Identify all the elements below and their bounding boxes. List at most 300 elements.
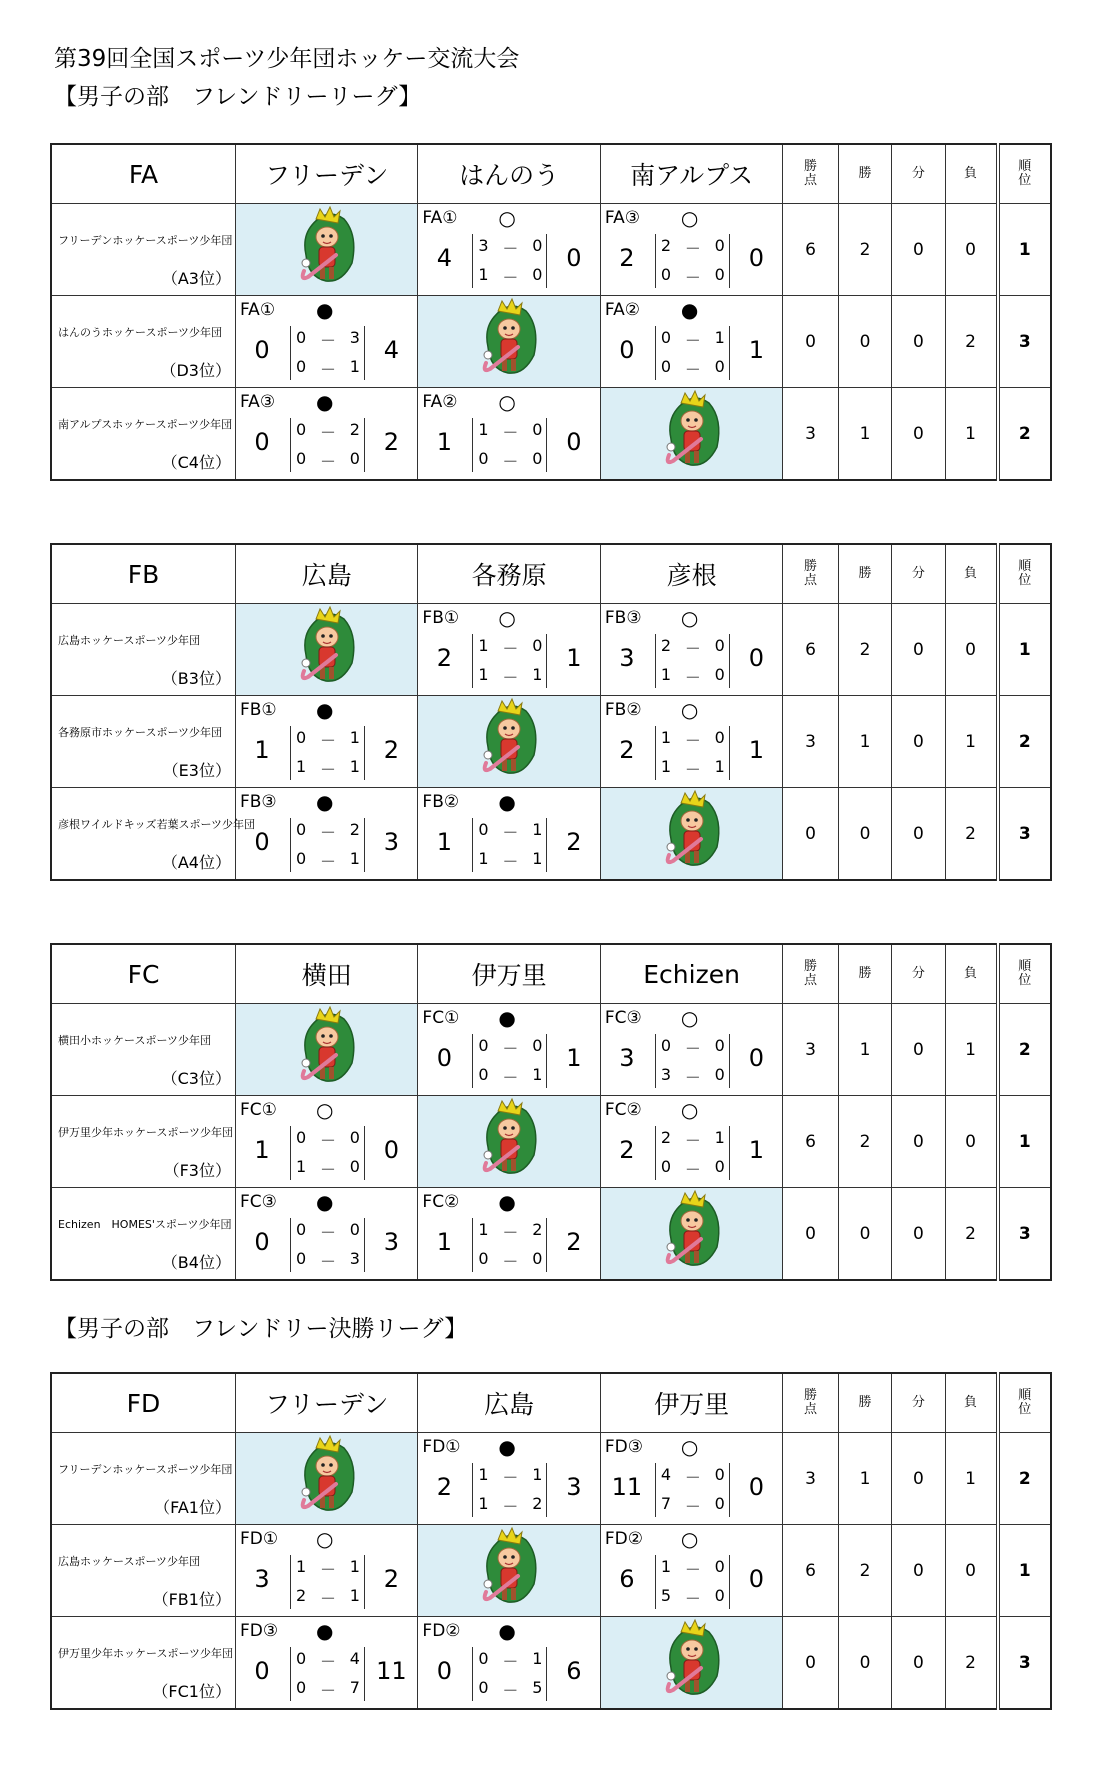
match-result-mark: ○ (680, 1435, 699, 1459)
match-number: FD② (422, 1621, 461, 1641)
team-label (51, 1096, 235, 1188)
match-number: FD① (239, 1529, 279, 1549)
match-result-mark: ○ (680, 206, 699, 230)
stat-draws: 0 (892, 1617, 945, 1710)
match-result-mark: ○ (498, 206, 516, 230)
stat-points: 3 (783, 1433, 838, 1525)
score-own: 3 (619, 1044, 635, 1072)
stat-rank: 2 (998, 1004, 1051, 1096)
team-header: 広島 (235, 544, 417, 604)
score-own: 1 (436, 1228, 453, 1256)
team-full-name: 各務原市ホッケースポーツ少年団 (58, 726, 223, 739)
match-result-mark: ● (680, 298, 699, 322)
self-match-cell (235, 1433, 417, 1525)
team-placement: （C3位） (161, 1069, 231, 1088)
stat-header: 負 (945, 944, 997, 1004)
mascot-icon (657, 1189, 727, 1275)
score-opponent: 0 (748, 1565, 764, 1593)
score-own: 0 (254, 1657, 270, 1685)
score-opponent: 0 (383, 1136, 400, 1164)
match-cell (600, 1096, 782, 1188)
team-label (51, 1188, 235, 1281)
team-header: Echizen (600, 944, 782, 1004)
stat-points: 0 (783, 296, 838, 388)
score-opponent: 0 (748, 244, 764, 272)
stat-header: 順位 (998, 544, 1051, 604)
match-cell (418, 1433, 600, 1525)
page-title: 第39回全国スポーツ少年団ホッケー交流大会 (54, 46, 520, 72)
match-number: FC② (422, 1192, 460, 1212)
match-cell (600, 204, 782, 296)
header-row (51, 544, 1051, 604)
match-cell (418, 204, 600, 296)
second-half-score: 0 － 1 (295, 357, 360, 379)
score-opponent: 0 (566, 428, 582, 456)
mascot-icon (657, 1618, 727, 1704)
first-half-score: 0 － 1 (478, 820, 543, 842)
match-cell (418, 788, 600, 881)
group-name: FD (51, 1373, 235, 1433)
mascot-icon (657, 789, 727, 875)
match-cell (235, 388, 417, 481)
score-opponent: 1 (566, 1044, 582, 1072)
team-placement: （B4位） (161, 1253, 231, 1272)
match-number: FA③ (604, 208, 640, 228)
second-half-score: 0 － 0 (478, 449, 543, 471)
team-full-name: 南アルプスホッケースポーツ少年団 (58, 418, 233, 431)
team-label (51, 1617, 235, 1710)
second-half-score: 5 － 0 (660, 1586, 725, 1608)
stat-header: 勝点 (783, 1373, 838, 1433)
team-full-name: Echizen HOMES'スポーツ少年団 (58, 1218, 232, 1231)
score-opponent: 4 (383, 336, 400, 364)
stat-header: 分 (892, 144, 945, 204)
stat-wins: 1 (838, 1433, 891, 1525)
group-name: FB (51, 544, 235, 604)
team-header: 各務原 (418, 544, 600, 604)
mascot-icon (474, 297, 544, 383)
second-half-score: 1 － 0 (478, 265, 543, 287)
mascot-icon (474, 697, 544, 783)
stat-draws: 0 (892, 1188, 945, 1281)
league-table-fc (50, 943, 1052, 1281)
team-label (51, 604, 235, 696)
first-half-score: 1 － 1 (295, 1557, 360, 1579)
stat-points: 6 (783, 604, 838, 696)
mascot-icon (474, 1097, 544, 1183)
stat-rank: 2 (998, 388, 1051, 481)
team-header: はんのう (418, 144, 600, 204)
score-opponent: 0 (566, 244, 582, 272)
match-result-mark: ○ (498, 390, 516, 414)
stat-points: 0 (783, 1617, 838, 1710)
stat-header: 順位 (998, 1373, 1051, 1433)
second-half-score: 1 － 1 (295, 757, 360, 779)
match-cell (418, 1004, 600, 1096)
stat-draws: 0 (892, 296, 945, 388)
score-opponent: 11 (376, 1657, 407, 1685)
self-match-cell (235, 1004, 417, 1096)
second-half-score: 1 － 1 (660, 757, 725, 779)
score-opponent: 6 (566, 1657, 582, 1685)
team-label (51, 1433, 235, 1525)
team-placement: （E3位） (162, 761, 231, 780)
score-own: 2 (436, 1473, 453, 1501)
table-row (51, 204, 1051, 296)
stat-losses: 0 (945, 604, 997, 696)
second-half-score: 0 － 3 (295, 1249, 360, 1271)
score-opponent: 2 (383, 736, 400, 764)
stat-losses: 0 (945, 204, 997, 296)
match-result-mark: ○ (315, 1527, 334, 1551)
match-number: FA① (239, 300, 276, 320)
stat-points: 3 (783, 388, 838, 481)
stat-losses: 1 (945, 1004, 997, 1096)
stat-wins: 0 (838, 1617, 891, 1710)
score-own: 1 (254, 736, 270, 764)
header-row (51, 144, 1051, 204)
first-half-score: 1 － 0 (478, 636, 543, 658)
score-own: 0 (254, 336, 270, 364)
team-label (51, 204, 235, 296)
match-number: FC③ (604, 1008, 642, 1028)
first-half-score: 0 － 0 (295, 1220, 360, 1242)
stat-draws: 0 (892, 1096, 945, 1188)
self-match-cell (418, 1525, 600, 1617)
mascot-icon (292, 605, 362, 691)
match-result-mark: ● (315, 1619, 334, 1643)
team-full-name: 伊万里少年ホッケースポーツ少年団 (58, 1126, 234, 1139)
stat-points: 0 (783, 1188, 838, 1281)
first-half-score: 1 － 2 (478, 1220, 543, 1242)
match-cell (600, 604, 782, 696)
stat-draws: 0 (892, 788, 945, 881)
stat-wins: 1 (838, 1004, 891, 1096)
stat-wins: 1 (838, 696, 891, 788)
table-row (51, 788, 1051, 881)
team-label (51, 1004, 235, 1096)
stat-wins: 0 (838, 788, 891, 881)
stat-wins: 2 (838, 1525, 891, 1617)
match-cell (600, 1525, 782, 1617)
first-half-score: 1 － 0 (478, 420, 543, 442)
stat-draws: 0 (892, 388, 945, 481)
second-half-score: 1 － 1 (478, 849, 543, 871)
stat-rank: 1 (998, 204, 1051, 296)
match-cell (235, 1188, 417, 1281)
match-cell (418, 604, 600, 696)
score-own: 3 (254, 1565, 270, 1593)
score-opponent: 0 (748, 1044, 764, 1072)
score-own: 0 (436, 1044, 453, 1072)
score-own: 1 (254, 1136, 270, 1164)
team-label (51, 1525, 235, 1617)
team-placement: （B3位） (161, 669, 231, 688)
stat-draws: 0 (892, 604, 945, 696)
match-cell (235, 788, 417, 881)
team-placement: （C4位） (161, 453, 231, 472)
first-half-score: 0 － 0 (295, 1128, 360, 1150)
stat-header: 勝 (838, 944, 891, 1004)
second-half-score: 1 － 0 (660, 665, 725, 687)
score-opponent: 2 (566, 1228, 582, 1256)
score-own: 3 (619, 644, 635, 672)
group-name: FC (51, 944, 235, 1004)
league-table-fa (50, 143, 1052, 481)
stat-losses: 2 (945, 296, 997, 388)
match-result-mark: ○ (680, 606, 699, 630)
score-own: 0 (254, 428, 270, 456)
stat-losses: 1 (945, 696, 997, 788)
team-full-name: はんのうホッケースポーツ少年団 (58, 326, 223, 339)
stat-rank: 3 (998, 1188, 1051, 1281)
score-own: 6 (619, 1565, 635, 1593)
stat-points: 6 (783, 1525, 838, 1617)
match-number: FC① (239, 1100, 277, 1120)
table-row (51, 296, 1051, 388)
table-row (51, 1188, 1051, 1281)
stat-header: 負 (945, 144, 997, 204)
match-number: FA② (422, 392, 458, 412)
table-row (51, 1004, 1051, 1096)
match-result-mark: ● (498, 1619, 516, 1643)
match-result-mark: ● (315, 298, 334, 322)
score-opponent: 2 (383, 428, 400, 456)
score-opponent: 1 (748, 1136, 764, 1164)
table-row (51, 1617, 1051, 1710)
stat-header: 分 (892, 1373, 945, 1433)
stat-rank: 3 (998, 788, 1051, 881)
group-name: FA (51, 144, 235, 204)
stat-rank: 3 (998, 296, 1051, 388)
match-number: FD① (422, 1437, 461, 1457)
first-half-score: 0 － 1 (660, 328, 725, 350)
self-match-cell (418, 696, 600, 788)
match-number: FD③ (239, 1621, 279, 1641)
self-match-cell (418, 296, 600, 388)
match-number: FD③ (604, 1437, 643, 1457)
stat-losses: 2 (945, 788, 997, 881)
league-table-fb (50, 543, 1052, 881)
section-heading-league: 【男子の部 フレンドリーリーグ】 (54, 84, 422, 110)
stat-losses: 1 (945, 388, 997, 481)
stat-wins: 0 (838, 296, 891, 388)
league-table-fd (50, 1372, 1052, 1710)
self-match-cell (600, 788, 782, 881)
first-half-score: 2 － 0 (660, 636, 725, 658)
match-number: FA① (422, 208, 458, 228)
team-full-name: 彦根ワイルドキッズ若葉スポーツ少年団 (58, 818, 256, 831)
score-own: 2 (436, 644, 453, 672)
table-row (51, 1525, 1051, 1617)
first-half-score: 0 － 4 (295, 1649, 360, 1671)
match-result-mark: ○ (680, 1098, 699, 1122)
match-cell (600, 296, 782, 388)
first-half-score: 0 － 2 (295, 420, 360, 442)
team-header: 伊万里 (418, 944, 600, 1004)
mascot-icon (292, 1005, 362, 1091)
header-row (51, 1373, 1051, 1433)
stat-losses: 0 (945, 1096, 997, 1188)
team-full-name: 広島ホッケースポーツ少年団 (58, 1555, 201, 1568)
stat-wins: 2 (838, 604, 891, 696)
team-placement: （A4位） (161, 853, 231, 872)
mascot-icon (657, 389, 727, 475)
team-full-name: 広島ホッケースポーツ少年団 (58, 634, 201, 647)
match-result-mark: ○ (680, 1527, 699, 1551)
match-result-mark: ● (315, 1190, 334, 1214)
stat-rank: 3 (998, 1617, 1051, 1710)
score-own: 1 (436, 428, 453, 456)
stat-draws: 0 (892, 1004, 945, 1096)
self-match-cell (600, 1617, 782, 1710)
score-opponent: 3 (566, 1473, 582, 1501)
table-row (51, 1096, 1051, 1188)
match-number: FA② (604, 300, 640, 320)
team-header: 伊万里 (600, 1373, 782, 1433)
second-half-score: 0 － 0 (478, 1249, 543, 1271)
second-half-score: 7 － 0 (660, 1494, 725, 1516)
stat-draws: 0 (892, 204, 945, 296)
team-label (51, 296, 235, 388)
match-cell (600, 1433, 782, 1525)
team-header: 彦根 (600, 544, 782, 604)
match-number: FC① (422, 1008, 460, 1028)
team-header: フリーデン (235, 144, 417, 204)
stat-header: 勝点 (783, 544, 838, 604)
stat-header: 勝点 (783, 944, 838, 1004)
match-number: FB③ (239, 792, 277, 812)
match-cell (418, 1617, 600, 1710)
score-own: 0 (436, 1657, 453, 1685)
score-own: 11 (611, 1473, 643, 1501)
team-full-name: 伊万里少年ホッケースポーツ少年団 (58, 1647, 234, 1660)
score-own: 0 (254, 1228, 270, 1256)
first-half-score: 0 － 3 (295, 328, 360, 350)
stat-header: 勝 (838, 1373, 891, 1433)
team-header: 広島 (418, 1373, 600, 1433)
self-match-cell (600, 388, 782, 481)
score-opponent: 0 (748, 1473, 764, 1501)
match-cell (235, 1525, 417, 1617)
match-number: FD② (604, 1529, 643, 1549)
second-half-score: 1 － 1 (478, 665, 543, 687)
stat-points: 6 (783, 1096, 838, 1188)
match-result-mark: ○ (315, 1098, 334, 1122)
stat-rank: 1 (998, 604, 1051, 696)
match-result-mark: ● (498, 790, 516, 814)
stat-draws: 0 (892, 696, 945, 788)
first-half-score: 2 － 1 (660, 1128, 725, 1150)
score-own: 0 (254, 828, 270, 856)
match-result-mark: ● (498, 1190, 516, 1214)
stat-rank: 2 (998, 696, 1051, 788)
stat-header: 勝 (838, 144, 891, 204)
first-half-score: 1 － 0 (660, 1557, 725, 1579)
section-heading-final-league: 【男子の部 フレンドリー決勝リーグ】 (54, 1316, 468, 1342)
team-full-name: 横田小ホッケースポーツ少年団 (58, 1034, 212, 1047)
first-half-score: 4 － 0 (660, 1465, 725, 1487)
second-half-score: 3 － 0 (660, 1065, 725, 1087)
stat-header: 分 (892, 944, 945, 1004)
team-label (51, 788, 256, 881)
team-placement: （A3位） (161, 269, 231, 288)
stat-rank: 2 (998, 1433, 1051, 1525)
team-placement: （F3位） (163, 1161, 231, 1180)
match-number: FB② (604, 700, 642, 720)
first-half-score: 3 － 0 (478, 236, 543, 258)
score-own: 0 (619, 336, 635, 364)
second-half-score: 0 － 0 (660, 357, 725, 379)
stat-header: 負 (945, 544, 997, 604)
stat-points: 6 (783, 204, 838, 296)
match-cell (235, 296, 417, 388)
match-result-mark: ● (498, 1006, 516, 1030)
match-result-mark: ● (315, 390, 334, 414)
team-placement: （FB1位） (152, 1590, 231, 1609)
team-placement: （FA1位） (154, 1498, 231, 1517)
second-half-score: 2 － 1 (295, 1586, 360, 1608)
stat-losses: 0 (945, 1525, 997, 1617)
match-number: FC② (604, 1100, 642, 1120)
stat-header: 順位 (998, 944, 1051, 1004)
match-number: FC③ (239, 1192, 277, 1212)
match-cell (600, 1004, 782, 1096)
first-half-score: 2 － 0 (660, 236, 725, 258)
team-full-name: フリーデンホッケースポーツ少年団 (58, 234, 233, 247)
score-opponent: 3 (383, 828, 400, 856)
stat-losses: 2 (945, 1617, 997, 1710)
team-full-name: フリーデンホッケースポーツ少年団 (58, 1463, 233, 1476)
stat-wins: 0 (838, 1188, 891, 1281)
score-opponent: 3 (383, 1228, 400, 1256)
self-match-cell (235, 204, 417, 296)
first-half-score: 0 － 1 (478, 1649, 543, 1671)
self-match-cell (418, 1096, 600, 1188)
match-cell (235, 696, 417, 788)
stat-wins: 2 (838, 1096, 891, 1188)
team-placement: （FC1位） (152, 1682, 231, 1701)
match-result-mark: ○ (498, 606, 516, 630)
match-cell (418, 1188, 600, 1281)
match-cell (418, 388, 600, 481)
match-number: FA③ (239, 392, 276, 412)
table-row (51, 388, 1051, 481)
stat-points: 3 (783, 1004, 838, 1096)
first-half-score: 1 － 1 (478, 1465, 543, 1487)
score-opponent: 1 (566, 644, 582, 672)
stat-points: 3 (783, 696, 838, 788)
score-own: 2 (619, 736, 635, 764)
score-own: 2 (619, 244, 635, 272)
first-half-score: 0 － 0 (660, 1036, 725, 1058)
match-result-mark: ○ (680, 1006, 699, 1030)
team-header: 横田 (235, 944, 417, 1004)
second-half-score: 0 － 5 (478, 1678, 543, 1700)
first-half-score: 1 － 0 (660, 728, 725, 750)
self-match-cell (600, 1188, 782, 1281)
second-half-score: 0 － 0 (660, 265, 725, 287)
table-row (51, 604, 1051, 696)
score-opponent: 1 (748, 736, 764, 764)
match-cell (600, 696, 782, 788)
match-number: FB③ (604, 608, 642, 628)
team-header: フリーデン (235, 1373, 417, 1433)
mascot-icon (292, 1434, 362, 1520)
second-half-score: 0 － 0 (295, 449, 360, 471)
stat-wins: 1 (838, 388, 891, 481)
match-cell (235, 1617, 417, 1710)
